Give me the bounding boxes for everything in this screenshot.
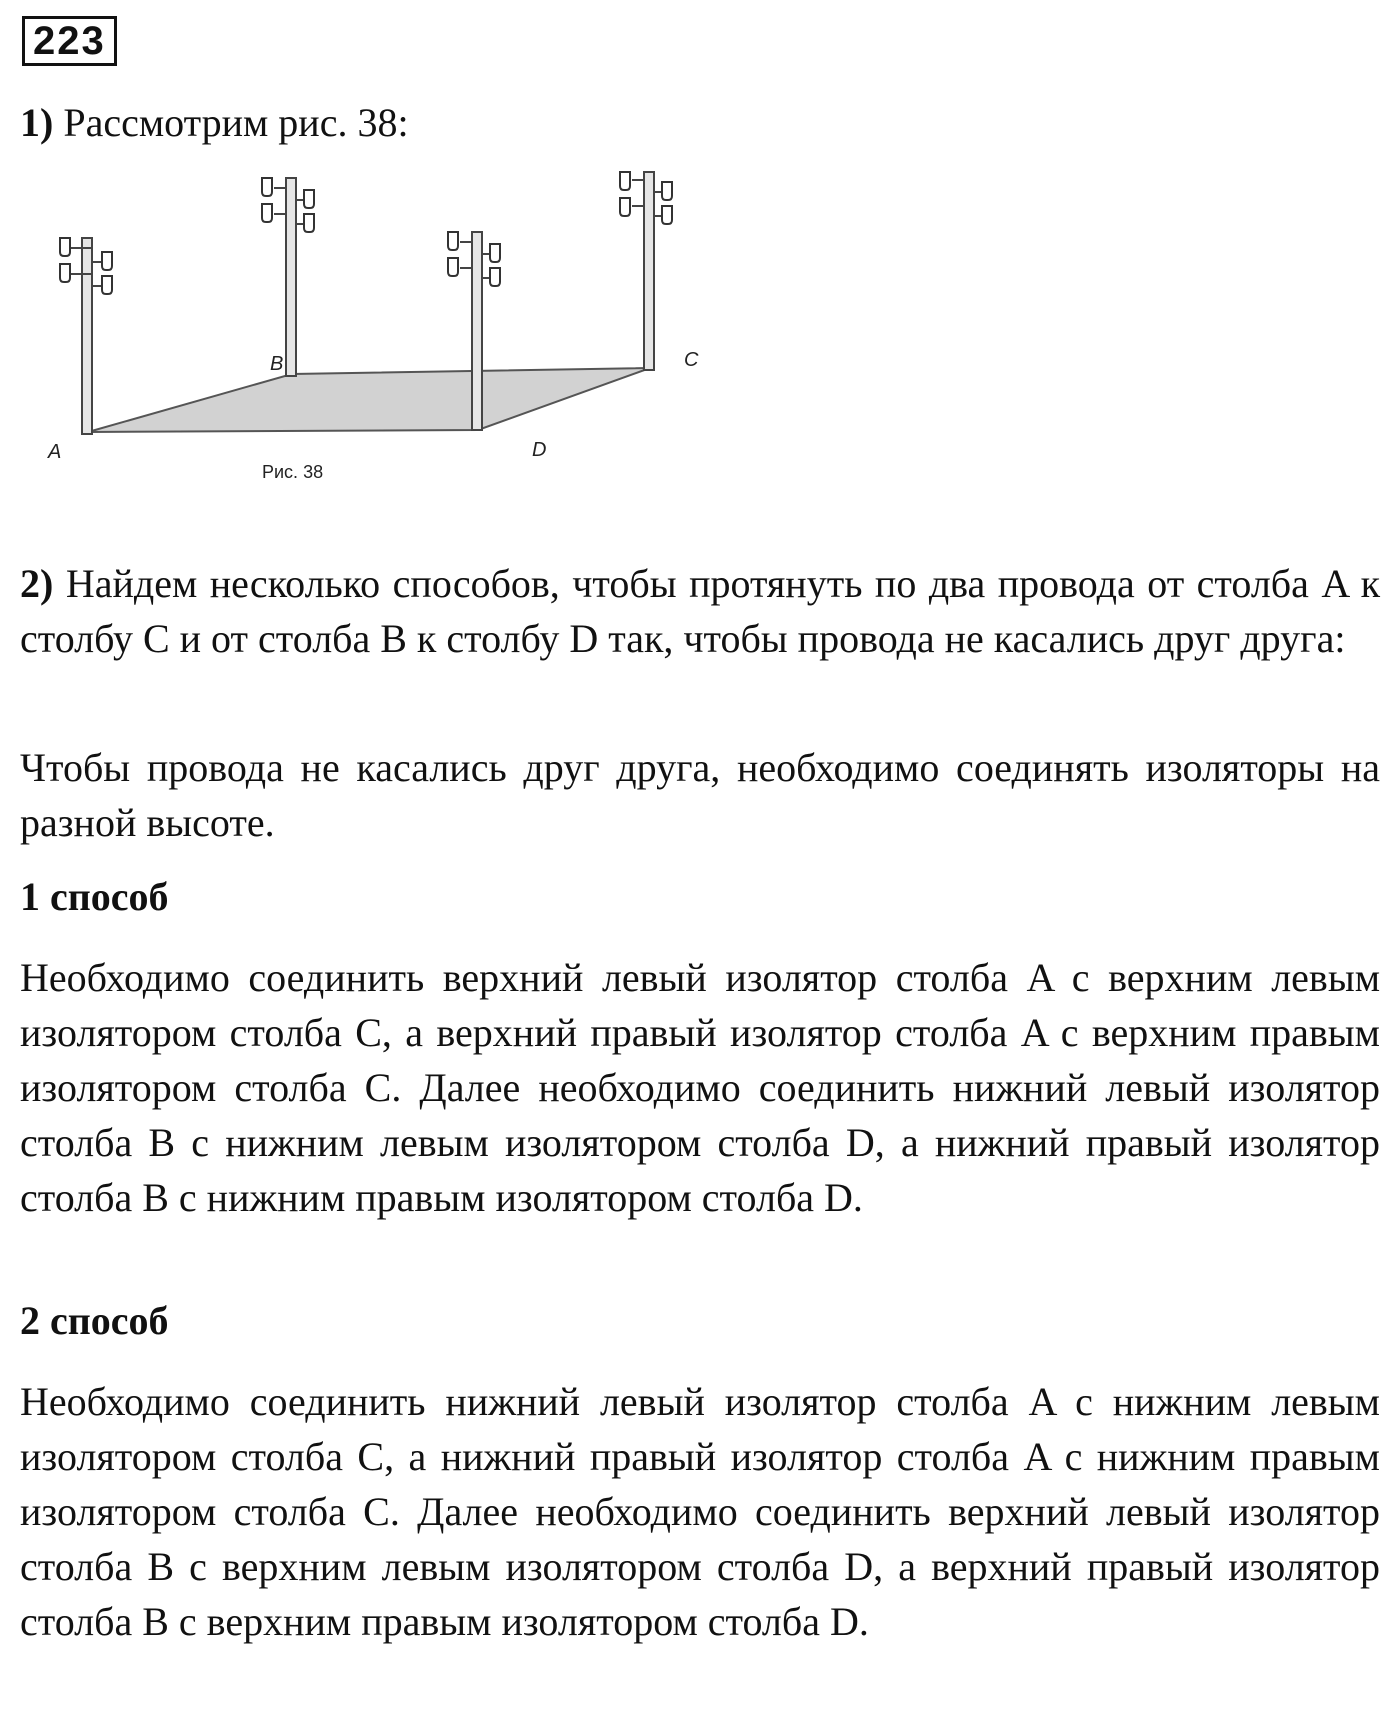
ground-plane (88, 368, 650, 432)
method-2-text: Необходимо соединить нижний левый изолятор столба A с нижним левым изолятором столба C, а нижний правый изолятор столба A с нижним правым изолятором столба C. Далее необходимо соединить верхний левый изолятор столба B с верхним левым изолятором столба D, а верхний правый изолятор столба B с верхним правым изолятором столба D. (20, 1379, 1380, 1644)
pole-a (60, 238, 112, 434)
part2-marker: 2) (20, 561, 54, 606)
intro-paragraph: Чтобы провода не касались друг друга, необходимо соединять изоляторы на разной высоте. (20, 745, 1380, 845)
method-1-text: Необходимо соединить верхний левый изолятор столба A с верхним левым изолятором столба C, а верхний правый изолятор столба A с верхним правым изолятором столба C. Далее необходимо соединить нижний левый изолятор столба B с нижним левым изолятором столба D, а нижний правый изолятор столба B с нижним правым изолятором столба D. (20, 955, 1380, 1220)
method-2-title: 2 способ (20, 1298, 169, 1343)
part1-marker: 1) (20, 100, 54, 145)
method-1-title: 1 способ (20, 874, 169, 919)
label-b: B (270, 353, 284, 375)
task-number: 223 (22, 16, 117, 66)
part1-line (20, 98, 409, 148)
label-a: A (48, 441, 62, 463)
part2-paragraph (20, 556, 1380, 666)
figure-caption: Рис. 38 (262, 462, 324, 482)
label-c: C (684, 349, 699, 371)
part2-text: Найдем несколько способов, чтобы протянуть по два провода от столба A к столбу C и от столба B к столбу D так, чтобы провода не касались друг друга: (20, 561, 1381, 661)
pole-c (620, 172, 672, 370)
label-d: D (532, 439, 547, 461)
part1-text: Рассмотрим рис. 38: (63, 100, 409, 145)
pole-b (262, 178, 314, 376)
figure-poles (30, 170, 720, 540)
